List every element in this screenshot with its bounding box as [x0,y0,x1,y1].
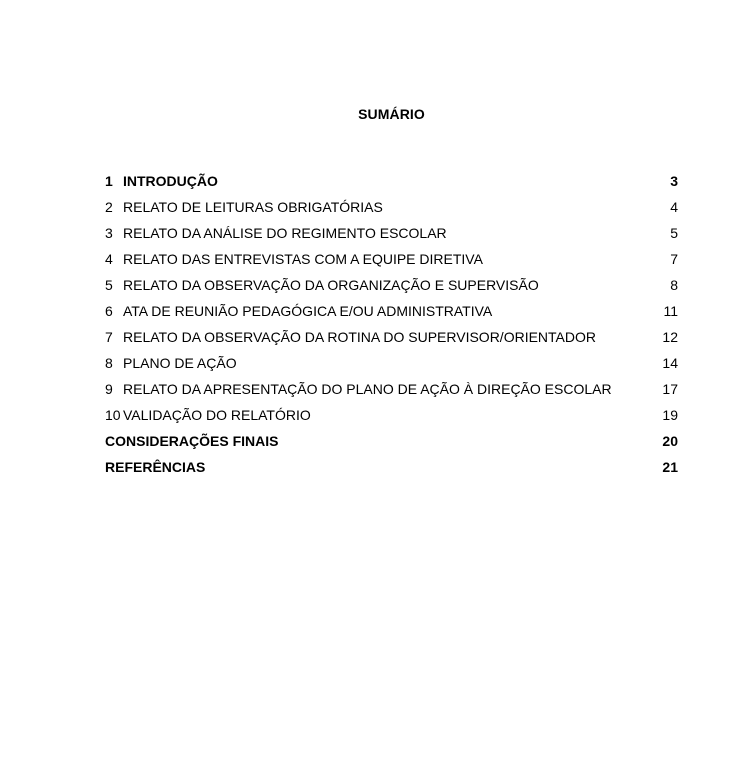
toc-entry-page: 17 [662,381,678,397]
toc-entry-page: 8 [670,277,678,293]
toc-entry[interactable] [105,406,678,432]
toc-entry[interactable] [105,432,678,458]
toc-entry-label: RELATO DA ANÁLISE DO REGIMENTO ESCOLAR [123,225,447,241]
toc-entry[interactable] [105,380,678,406]
page-title: SUMÁRIO [358,106,425,122]
toc-entry-label: CONSIDERAÇÕES FINAIS [105,433,279,449]
toc-entry[interactable] [105,458,678,484]
toc-entry[interactable] [105,328,678,354]
toc-entry-page: 12 [662,329,678,345]
table-of-contents [105,172,678,484]
toc-entry-page: 14 [662,355,678,371]
toc-entry-label: VALIDAÇÃO DO RELATÓRIO [123,407,311,423]
toc-entry-label: RELATO DA OBSERVAÇÃO DA ROTINA DO SUPERVISOR/ORIENTADOR [123,329,596,345]
toc-entry[interactable] [105,302,678,328]
toc-entry-number: 2 [105,199,113,215]
toc-entry-page: 5 [670,225,678,241]
toc-entry[interactable] [105,354,678,380]
toc-entry-number: 9 [105,381,113,397]
toc-entry-label: INTRODUÇÃO [123,173,218,189]
toc-entry-number: 5 [105,277,113,293]
toc-entry-label: PLANO DE AÇÃO [123,355,237,371]
toc-entry-number: 1 [105,173,113,189]
toc-entry-number: 10 [105,407,121,423]
toc-entry-label: REFERÊNCIAS [105,459,206,475]
toc-entry-label: RELATO DE LEITURAS OBRIGATÓRIAS [123,199,383,215]
toc-entry-page: 21 [662,459,678,475]
toc-entry-page: 20 [662,433,678,449]
toc-entry[interactable] [105,224,678,250]
toc-entry-label: RELATO DAS ENTREVISTAS COM A EQUIPE DIRETIVA [123,251,483,267]
toc-entry-label: RELATO DA OBSERVAÇÃO DA ORGANIZAÇÃO E SUPERVISÃO [123,277,539,293]
toc-entry[interactable] [105,172,678,198]
toc-entry-page: 19 [662,407,678,423]
toc-entry-number: 3 [105,225,113,241]
toc-entry[interactable] [105,198,678,224]
toc-entry-number: 6 [105,303,113,319]
toc-entry-label: RELATO DA APRESENTAÇÃO DO PLANO DE AÇÃO À DIREÇÃO ESCOLAR [123,381,612,397]
toc-entry-label: ATA DE REUNIÃO PEDAGÓGICA E/OU ADMINISTRATIVA [123,303,493,319]
toc-entry[interactable] [105,276,678,302]
toc-entry-page: 7 [670,251,678,267]
toc-entry-page: 11 [663,303,678,319]
toc-entry-number: 4 [105,251,113,267]
toc-entry-number: 8 [105,355,113,371]
toc-entry[interactable] [105,250,678,276]
toc-entry-number: 7 [105,329,113,345]
toc-entry-page: 3 [670,173,678,189]
toc-entry-page: 4 [670,199,678,215]
